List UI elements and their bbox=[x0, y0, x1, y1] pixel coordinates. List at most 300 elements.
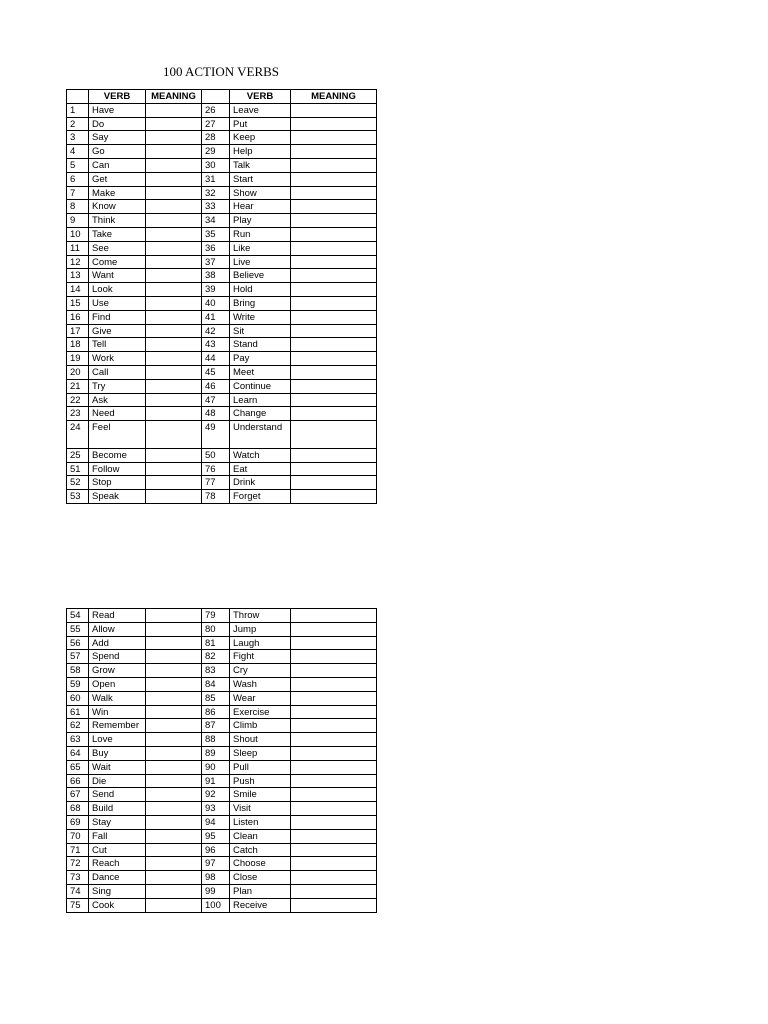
verb-number: 86 bbox=[202, 705, 230, 719]
verb-number: 85 bbox=[202, 691, 230, 705]
meaning-cell[interactable] bbox=[291, 200, 377, 214]
meaning-cell[interactable] bbox=[291, 829, 377, 843]
verb-number: 52 bbox=[67, 476, 89, 490]
meaning-cell[interactable] bbox=[146, 609, 202, 623]
verb-cell: Put bbox=[230, 117, 291, 131]
verb-cell: Tell bbox=[89, 338, 146, 352]
verb-cell: Live bbox=[230, 255, 291, 269]
verb-cell: See bbox=[89, 241, 146, 255]
meaning-cell[interactable] bbox=[146, 677, 202, 691]
verb-number: 53 bbox=[67, 490, 89, 504]
meaning-cell[interactable] bbox=[291, 691, 377, 705]
meaning-cell[interactable] bbox=[291, 898, 377, 912]
meaning-cell[interactable] bbox=[291, 421, 377, 449]
meaning-cell[interactable] bbox=[146, 733, 202, 747]
verb-cell: Open bbox=[89, 677, 146, 691]
verb-number: 90 bbox=[202, 760, 230, 774]
verb-cell: Start bbox=[230, 172, 291, 186]
meaning-cell[interactable] bbox=[291, 283, 377, 297]
table-row bbox=[67, 664, 377, 678]
table-row bbox=[67, 352, 377, 366]
meaning-cell[interactable] bbox=[291, 352, 377, 366]
table-row bbox=[67, 241, 377, 255]
meaning-cell[interactable] bbox=[146, 283, 202, 297]
verb-cell: Visit bbox=[230, 802, 291, 816]
verb-cell: Get bbox=[89, 172, 146, 186]
verb-cell: Run bbox=[230, 227, 291, 241]
header-verb: VERB bbox=[230, 90, 291, 104]
verb-cell: Wash bbox=[230, 677, 291, 691]
verb-cell: Write bbox=[230, 310, 291, 324]
meaning-cell[interactable] bbox=[146, 802, 202, 816]
table-row bbox=[67, 186, 377, 200]
meaning-cell[interactable] bbox=[291, 255, 377, 269]
meaning-cell[interactable] bbox=[291, 733, 377, 747]
table-row bbox=[67, 788, 377, 802]
verb-number: 3 bbox=[67, 131, 89, 145]
meaning-cell[interactable] bbox=[146, 871, 202, 885]
meaning-cell[interactable] bbox=[291, 338, 377, 352]
meaning-cell[interactable] bbox=[146, 636, 202, 650]
table-row bbox=[67, 733, 377, 747]
meaning-cell[interactable] bbox=[291, 407, 377, 421]
verb-number: 57 bbox=[67, 650, 89, 664]
meaning-cell[interactable] bbox=[146, 843, 202, 857]
meaning-cell[interactable] bbox=[146, 255, 202, 269]
verb-number: 13 bbox=[67, 269, 89, 283]
verb-number: 8 bbox=[67, 200, 89, 214]
table-row bbox=[67, 871, 377, 885]
verb-cell: Do bbox=[89, 117, 146, 131]
verb-cell: Choose bbox=[230, 857, 291, 871]
verb-number: 26 bbox=[202, 103, 230, 117]
meaning-cell[interactable] bbox=[291, 774, 377, 788]
verb-number: 79 bbox=[202, 609, 230, 623]
verb-number: 65 bbox=[67, 760, 89, 774]
table-row bbox=[67, 296, 377, 310]
verb-cell: Come bbox=[89, 255, 146, 269]
verb-cell: Use bbox=[89, 296, 146, 310]
verb-cell: Think bbox=[89, 214, 146, 228]
verb-cell: Believe bbox=[230, 269, 291, 283]
verb-cell: Help bbox=[230, 145, 291, 159]
meaning-cell[interactable] bbox=[291, 186, 377, 200]
verb-cell: Follow bbox=[89, 462, 146, 476]
verb-cell: Clean bbox=[230, 829, 291, 843]
verb-number: 30 bbox=[202, 158, 230, 172]
verb-number: 5 bbox=[67, 158, 89, 172]
meaning-cell[interactable] bbox=[291, 117, 377, 131]
meaning-cell[interactable] bbox=[291, 884, 377, 898]
verb-number: 99 bbox=[202, 884, 230, 898]
verb-number: 31 bbox=[202, 172, 230, 186]
verb-number: 4 bbox=[67, 145, 89, 159]
verb-cell: Know bbox=[89, 200, 146, 214]
verb-cell: Like bbox=[230, 241, 291, 255]
table-row bbox=[67, 393, 377, 407]
verb-number: 64 bbox=[67, 746, 89, 760]
verb-number: 34 bbox=[202, 214, 230, 228]
table-row bbox=[67, 857, 377, 871]
table-row bbox=[67, 310, 377, 324]
verb-cell: Watch bbox=[230, 448, 291, 462]
verb-number: 49 bbox=[202, 421, 230, 449]
verb-cell: Wear bbox=[230, 691, 291, 705]
meaning-cell[interactable] bbox=[146, 227, 202, 241]
meaning-cell[interactable] bbox=[146, 365, 202, 379]
meaning-cell[interactable] bbox=[291, 490, 377, 504]
verb-number: 69 bbox=[67, 815, 89, 829]
meaning-cell[interactable] bbox=[291, 622, 377, 636]
verb-number: 42 bbox=[202, 324, 230, 338]
verb-number: 44 bbox=[202, 352, 230, 366]
verb-cell: Meet bbox=[230, 365, 291, 379]
verbs-table-1 bbox=[66, 89, 377, 504]
verb-number: 71 bbox=[67, 843, 89, 857]
table-row bbox=[67, 843, 377, 857]
table-row bbox=[67, 158, 377, 172]
meaning-cell[interactable] bbox=[291, 393, 377, 407]
verb-number: 37 bbox=[202, 255, 230, 269]
meaning-cell[interactable] bbox=[291, 857, 377, 871]
meaning-cell[interactable] bbox=[146, 760, 202, 774]
verb-cell: Laugh bbox=[230, 636, 291, 650]
header-number-cell bbox=[67, 90, 89, 104]
meaning-cell[interactable] bbox=[146, 145, 202, 159]
verb-cell: Dance bbox=[89, 871, 146, 885]
verb-cell: Change bbox=[230, 407, 291, 421]
table-row bbox=[67, 255, 377, 269]
verb-number: 96 bbox=[202, 843, 230, 857]
verb-cell: Wait bbox=[89, 760, 146, 774]
meaning-cell[interactable] bbox=[146, 379, 202, 393]
verb-number: 50 bbox=[202, 448, 230, 462]
verb-cell: Keep bbox=[230, 131, 291, 145]
meaning-cell[interactable] bbox=[291, 172, 377, 186]
table-row bbox=[67, 898, 377, 912]
verb-cell: Spend bbox=[89, 650, 146, 664]
verb-cell: Love bbox=[89, 733, 146, 747]
verb-cell: Drink bbox=[230, 476, 291, 490]
table-row bbox=[67, 131, 377, 145]
verb-cell: Buy bbox=[89, 746, 146, 760]
meaning-cell[interactable] bbox=[146, 490, 202, 504]
meaning-cell[interactable] bbox=[146, 774, 202, 788]
verb-cell: Pull bbox=[230, 760, 291, 774]
meaning-cell[interactable] bbox=[291, 296, 377, 310]
meaning-cell[interactable] bbox=[291, 103, 377, 117]
meaning-cell[interactable] bbox=[146, 884, 202, 898]
verb-number: 28 bbox=[202, 131, 230, 145]
verb-cell: Grow bbox=[89, 664, 146, 678]
verb-number: 15 bbox=[67, 296, 89, 310]
meaning-cell[interactable] bbox=[291, 241, 377, 255]
verb-number: 97 bbox=[202, 857, 230, 871]
verb-number: 76 bbox=[202, 462, 230, 476]
meaning-cell[interactable] bbox=[146, 898, 202, 912]
meaning-cell[interactable] bbox=[146, 407, 202, 421]
meaning-cell[interactable] bbox=[146, 269, 202, 283]
verb-cell: Learn bbox=[230, 393, 291, 407]
verb-cell: Send bbox=[89, 788, 146, 802]
meaning-cell[interactable] bbox=[291, 214, 377, 228]
verb-number: 93 bbox=[202, 802, 230, 816]
verb-number: 39 bbox=[202, 283, 230, 297]
verb-number: 58 bbox=[67, 664, 89, 678]
verb-number: 23 bbox=[67, 407, 89, 421]
meaning-cell[interactable] bbox=[146, 241, 202, 255]
verb-cell: Say bbox=[89, 131, 146, 145]
meaning-cell[interactable] bbox=[146, 186, 202, 200]
table-row bbox=[67, 421, 377, 449]
verb-cell: Play bbox=[230, 214, 291, 228]
verb-number: 94 bbox=[202, 815, 230, 829]
verb-number: 36 bbox=[202, 241, 230, 255]
meaning-cell[interactable] bbox=[291, 843, 377, 857]
verb-number: 95 bbox=[202, 829, 230, 843]
table-row bbox=[67, 884, 377, 898]
meaning-cell[interactable] bbox=[291, 365, 377, 379]
meaning-cell[interactable] bbox=[291, 476, 377, 490]
verb-number: 81 bbox=[202, 636, 230, 650]
meaning-cell[interactable] bbox=[291, 131, 377, 145]
verb-cell: Work bbox=[89, 352, 146, 366]
table-row bbox=[67, 379, 377, 393]
table-row bbox=[67, 269, 377, 283]
verb-cell: Call bbox=[89, 365, 146, 379]
verb-cell: Understand bbox=[230, 421, 291, 449]
verb-cell: Try bbox=[89, 379, 146, 393]
header-row bbox=[67, 90, 377, 104]
verb-cell: Die bbox=[89, 774, 146, 788]
verb-number: 82 bbox=[202, 650, 230, 664]
meaning-cell[interactable] bbox=[291, 609, 377, 623]
table-row bbox=[67, 774, 377, 788]
verb-cell: Can bbox=[89, 158, 146, 172]
meaning-cell[interactable] bbox=[146, 857, 202, 871]
verb-cell: Add bbox=[89, 636, 146, 650]
meaning-cell[interactable] bbox=[146, 462, 202, 476]
table-row bbox=[67, 324, 377, 338]
meaning-cell[interactable] bbox=[291, 802, 377, 816]
meaning-cell[interactable] bbox=[146, 815, 202, 829]
table-row bbox=[67, 622, 377, 636]
verb-cell: Become bbox=[89, 448, 146, 462]
meaning-cell[interactable] bbox=[291, 448, 377, 462]
meaning-cell[interactable] bbox=[291, 746, 377, 760]
verb-cell: Sing bbox=[89, 884, 146, 898]
table-row bbox=[67, 172, 377, 186]
meaning-cell[interactable] bbox=[146, 131, 202, 145]
verb-cell: Give bbox=[89, 324, 146, 338]
meaning-cell[interactable] bbox=[146, 117, 202, 131]
verb-number: 24 bbox=[67, 421, 89, 449]
meaning-cell[interactable] bbox=[146, 829, 202, 843]
verb-cell: Ask bbox=[89, 393, 146, 407]
header-number-cell bbox=[202, 90, 230, 104]
meaning-cell[interactable] bbox=[146, 719, 202, 733]
verb-cell: Smile bbox=[230, 788, 291, 802]
verb-cell: Feel bbox=[89, 421, 146, 449]
verb-number: 92 bbox=[202, 788, 230, 802]
verb-cell: Stay bbox=[89, 815, 146, 829]
table-row bbox=[67, 365, 377, 379]
verb-cell: Shout bbox=[230, 733, 291, 747]
meaning-cell[interactable] bbox=[146, 103, 202, 117]
table-row bbox=[67, 462, 377, 476]
verb-number: 33 bbox=[202, 200, 230, 214]
verb-cell: Push bbox=[230, 774, 291, 788]
verb-cell: Hear bbox=[230, 200, 291, 214]
meaning-cell[interactable] bbox=[146, 448, 202, 462]
meaning-cell[interactable] bbox=[146, 746, 202, 760]
meaning-cell[interactable] bbox=[291, 379, 377, 393]
verb-number: 7 bbox=[67, 186, 89, 200]
verb-number: 6 bbox=[67, 172, 89, 186]
verb-cell: Have bbox=[89, 103, 146, 117]
table-row bbox=[67, 214, 377, 228]
meaning-cell[interactable] bbox=[146, 476, 202, 490]
meaning-cell[interactable] bbox=[146, 691, 202, 705]
meaning-cell[interactable] bbox=[291, 677, 377, 691]
meaning-cell[interactable] bbox=[146, 158, 202, 172]
meaning-cell[interactable] bbox=[291, 788, 377, 802]
table-row bbox=[67, 677, 377, 691]
verb-number: 73 bbox=[67, 871, 89, 885]
verb-number: 19 bbox=[67, 352, 89, 366]
verb-cell: Stop bbox=[89, 476, 146, 490]
verb-cell: Close bbox=[230, 871, 291, 885]
meaning-cell[interactable] bbox=[146, 421, 202, 449]
meaning-cell[interactable] bbox=[291, 310, 377, 324]
meaning-cell[interactable] bbox=[146, 214, 202, 228]
verb-number: 16 bbox=[67, 310, 89, 324]
meaning-cell[interactable] bbox=[291, 324, 377, 338]
table-row bbox=[67, 636, 377, 650]
verb-number: 9 bbox=[67, 214, 89, 228]
meaning-cell[interactable] bbox=[291, 871, 377, 885]
verb-cell: Climb bbox=[230, 719, 291, 733]
verb-number: 48 bbox=[202, 407, 230, 421]
table-row bbox=[67, 705, 377, 719]
verb-number: 98 bbox=[202, 871, 230, 885]
verb-number: 47 bbox=[202, 393, 230, 407]
verb-cell: Sit bbox=[230, 324, 291, 338]
meaning-cell[interactable] bbox=[291, 705, 377, 719]
meaning-cell[interactable] bbox=[146, 200, 202, 214]
verb-cell: Take bbox=[89, 227, 146, 241]
verb-number: 63 bbox=[67, 733, 89, 747]
verb-number: 78 bbox=[202, 490, 230, 504]
verb-number: 40 bbox=[202, 296, 230, 310]
verb-number: 38 bbox=[202, 269, 230, 283]
verb-cell: Allow bbox=[89, 622, 146, 636]
meaning-cell[interactable] bbox=[146, 664, 202, 678]
table-row bbox=[67, 145, 377, 159]
meaning-cell[interactable] bbox=[291, 760, 377, 774]
verb-number: 14 bbox=[67, 283, 89, 297]
verb-number: 87 bbox=[202, 719, 230, 733]
verb-number: 55 bbox=[67, 622, 89, 636]
meaning-cell[interactable] bbox=[291, 650, 377, 664]
verb-cell: Leave bbox=[230, 103, 291, 117]
verb-cell: Fall bbox=[89, 829, 146, 843]
verb-cell: Read bbox=[89, 609, 146, 623]
meaning-cell[interactable] bbox=[146, 622, 202, 636]
verb-cell: Reach bbox=[89, 857, 146, 871]
meaning-cell[interactable] bbox=[291, 227, 377, 241]
verb-number: 62 bbox=[67, 719, 89, 733]
meaning-cell[interactable] bbox=[291, 158, 377, 172]
verb-number: 10 bbox=[67, 227, 89, 241]
verb-cell: Eat bbox=[230, 462, 291, 476]
meaning-cell[interactable] bbox=[291, 636, 377, 650]
meaning-cell[interactable] bbox=[291, 462, 377, 476]
verb-cell: Fight bbox=[230, 650, 291, 664]
meaning-cell[interactable] bbox=[146, 296, 202, 310]
meaning-cell[interactable] bbox=[146, 324, 202, 338]
meaning-cell[interactable] bbox=[291, 145, 377, 159]
verb-cell: Speak bbox=[89, 490, 146, 504]
meaning-cell[interactable] bbox=[146, 705, 202, 719]
meaning-cell[interactable] bbox=[146, 393, 202, 407]
verb-cell: Talk bbox=[230, 158, 291, 172]
header-verb: VERB bbox=[89, 90, 146, 104]
verb-number: 84 bbox=[202, 677, 230, 691]
table-row bbox=[67, 829, 377, 843]
table-row bbox=[67, 691, 377, 705]
verb-number: 67 bbox=[67, 788, 89, 802]
meaning-cell[interactable] bbox=[146, 650, 202, 664]
verbs-table-2 bbox=[66, 608, 377, 913]
verb-number: 1 bbox=[67, 103, 89, 117]
verb-cell: Build bbox=[89, 802, 146, 816]
verb-number: 83 bbox=[202, 664, 230, 678]
meaning-cell[interactable] bbox=[146, 352, 202, 366]
verb-number: 100 bbox=[202, 898, 230, 912]
verb-number: 77 bbox=[202, 476, 230, 490]
table-row bbox=[67, 609, 377, 623]
meaning-cell[interactable] bbox=[291, 664, 377, 678]
verb-cell: Exercise bbox=[230, 705, 291, 719]
verb-cell: Catch bbox=[230, 843, 291, 857]
verb-number: 88 bbox=[202, 733, 230, 747]
meaning-cell[interactable] bbox=[291, 815, 377, 829]
verb-cell: Cook bbox=[89, 898, 146, 912]
verb-cell: Show bbox=[230, 186, 291, 200]
table-row bbox=[67, 719, 377, 733]
verb-number: 60 bbox=[67, 691, 89, 705]
verb-number: 91 bbox=[202, 774, 230, 788]
verb-cell: Forget bbox=[230, 490, 291, 504]
table-row bbox=[67, 338, 377, 352]
header-meaning: MEANING bbox=[291, 90, 377, 104]
verb-number: 12 bbox=[67, 255, 89, 269]
verb-number: 70 bbox=[67, 829, 89, 843]
meaning-cell[interactable] bbox=[146, 338, 202, 352]
header-meaning: MEANING bbox=[146, 90, 202, 104]
verb-number: 66 bbox=[67, 774, 89, 788]
verb-cell: Make bbox=[89, 186, 146, 200]
meaning-cell[interactable] bbox=[291, 719, 377, 733]
verb-number: 29 bbox=[202, 145, 230, 159]
verb-cell: Want bbox=[89, 269, 146, 283]
meaning-cell[interactable] bbox=[146, 172, 202, 186]
verb-number: 61 bbox=[67, 705, 89, 719]
meaning-cell[interactable] bbox=[291, 269, 377, 283]
meaning-cell[interactable] bbox=[146, 310, 202, 324]
meaning-cell[interactable] bbox=[146, 788, 202, 802]
